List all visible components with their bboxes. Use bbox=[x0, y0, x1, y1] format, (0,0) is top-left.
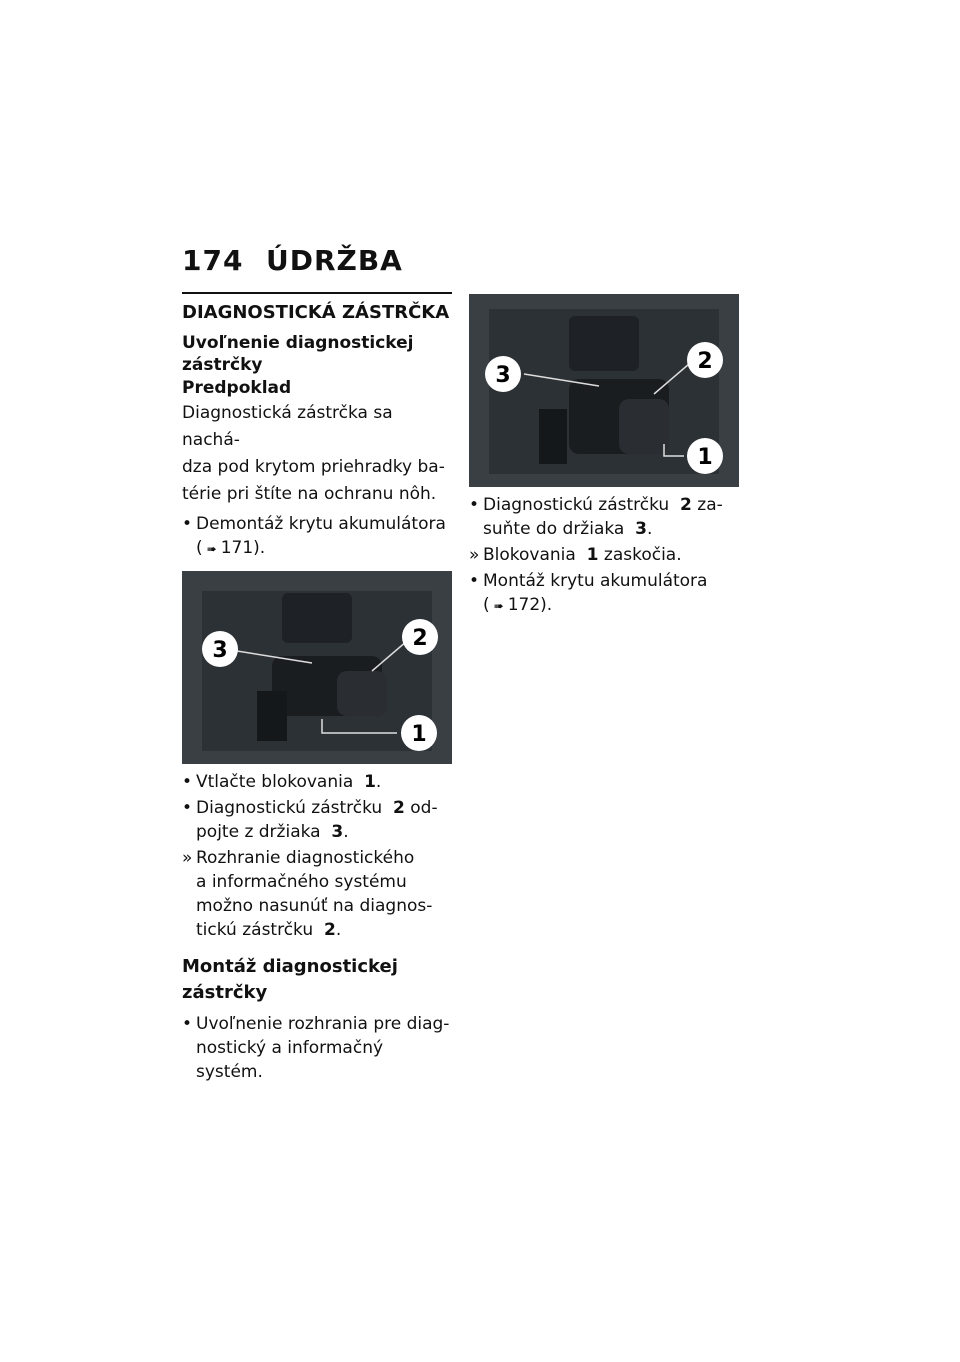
bullet-marker: • bbox=[182, 772, 193, 792]
callout-label: 2 bbox=[412, 626, 428, 651]
list-item: • Vtlačte blokovania 1. bbox=[182, 772, 382, 792]
part-number: 3 bbox=[331, 822, 344, 842]
bullet-marker: • bbox=[182, 514, 193, 534]
text-line: nostický a informačný systém. bbox=[196, 1038, 384, 1082]
text-span: pojte z držiaka bbox=[196, 822, 321, 842]
part-number: 2 bbox=[323, 920, 336, 940]
text-line: a informačného systému bbox=[196, 872, 407, 892]
text-span: Diagnostickú zástrčku bbox=[483, 495, 670, 515]
subtitle bbox=[182, 332, 452, 376]
text-line: možno nasunúť na diagnos- bbox=[196, 896, 433, 916]
bullet-marker: • bbox=[182, 798, 193, 818]
result-marker: » bbox=[182, 848, 193, 868]
result-marker: » bbox=[469, 545, 480, 565]
arrow-icon: ➠ bbox=[206, 542, 217, 556]
part-number: 1 bbox=[586, 545, 599, 565]
part-number: 1 bbox=[364, 772, 376, 792]
bullet-marker: • bbox=[182, 1014, 193, 1034]
bullet-marker: • bbox=[469, 495, 480, 515]
callout-label: 3 bbox=[495, 363, 511, 388]
list-item bbox=[182, 1012, 452, 1084]
text-line: Uvoľnenie rozhrania pre diag- bbox=[196, 1014, 450, 1034]
list-item bbox=[182, 512, 452, 561]
part-number: 3 bbox=[635, 519, 647, 539]
arrow-icon: ➠ bbox=[493, 599, 504, 613]
diagnostic-connector-photo-removal bbox=[182, 571, 452, 764]
chapter-title: ÚDRŽBA bbox=[266, 244, 403, 277]
text-line: Demontáž krytu akumulátora bbox=[196, 514, 446, 534]
text-line: dza pod krytom priehradky ba- bbox=[182, 457, 445, 477]
text-span: od- bbox=[410, 798, 438, 818]
section-subtitle: Montáž diagnostickej zástrčky bbox=[182, 956, 398, 1003]
reference-page: 172 bbox=[507, 595, 541, 615]
callout-label: 1 bbox=[411, 722, 427, 747]
text-span: Blokovania bbox=[483, 545, 576, 565]
result-item: » Rozhranie diagnostického a informačného systému možno nasunúť na diagnos- tickú zástrčku 2. bbox=[182, 846, 452, 942]
text-span: suňte do držiaka bbox=[483, 519, 625, 539]
part-number: 2 bbox=[680, 495, 692, 515]
prereq-text bbox=[182, 400, 452, 508]
section-rule bbox=[182, 292, 452, 294]
page-number: 174 bbox=[182, 244, 244, 277]
subtitle-line: zástrčky bbox=[182, 355, 263, 375]
list-item bbox=[469, 569, 739, 618]
prereq-label: Predpoklad bbox=[182, 378, 292, 398]
section-title: DIAGNOSTICKÁ ZÁSTRČKA bbox=[182, 302, 450, 323]
result-item bbox=[469, 543, 739, 567]
text-span: za- bbox=[697, 495, 723, 515]
callout-label: 3 bbox=[212, 638, 228, 663]
text-span: Vtlačte blokovania bbox=[196, 772, 354, 792]
text-span: zaskočia. bbox=[603, 545, 682, 565]
left-column bbox=[182, 292, 452, 1086]
text-line: Diagnostická zástrčka sa nachá- bbox=[182, 403, 393, 450]
callout-label: 1 bbox=[697, 445, 713, 470]
page-reference[interactable]: ( ➠ 172). bbox=[483, 595, 553, 615]
right-column bbox=[469, 292, 739, 620]
text-line: Rozhranie diagnostického bbox=[196, 848, 415, 868]
text-line: Montáž krytu akumulátora bbox=[483, 571, 708, 591]
reference-page: 171 bbox=[220, 538, 254, 558]
subtitle-line: Uvoľnenie diagnostickej bbox=[182, 333, 414, 353]
page-reference[interactable]: ( ➠ 171). bbox=[196, 538, 266, 558]
part-number: 2 bbox=[393, 798, 405, 818]
list-item: • Diagnostickú zástrčku 2 od- pojte z držiaka 3. bbox=[182, 798, 438, 842]
bullet-marker: • bbox=[469, 571, 480, 591]
page-header bbox=[182, 244, 403, 277]
text-line: térie pri štíte na ochranu nôh. bbox=[182, 484, 437, 504]
text-span: Diagnostickú zástrčku bbox=[196, 798, 383, 818]
callout-label: 2 bbox=[697, 349, 713, 374]
text-span: tickú zástrčku bbox=[196, 920, 314, 940]
list-item: • Diagnostickú zástrčku 2 za- suňte do držiaka 3. bbox=[469, 495, 723, 539]
diagnostic-connector-photo-install bbox=[469, 294, 739, 487]
